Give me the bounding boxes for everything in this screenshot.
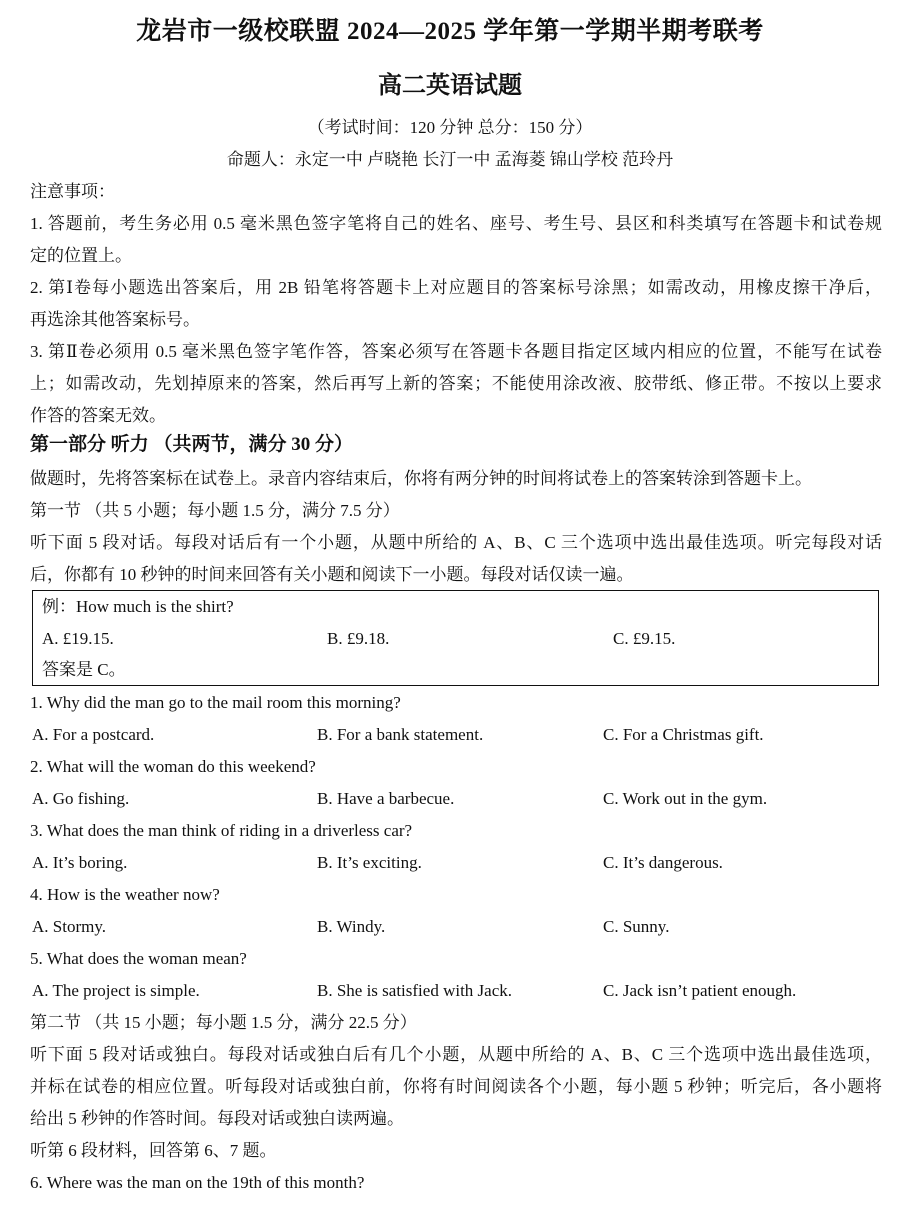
question-2-option-b: B. Have a barbecue. <box>317 789 455 808</box>
part1-heading: 第一部分 听力 （共两节，满分 30 分） <box>30 434 354 455</box>
question-3: 3. What does the man think of riding in a driverless car? <box>30 821 413 840</box>
exam-time-info: （考试时间：120 分钟 总分：150 分） <box>307 118 593 137</box>
section2-instruction-line-3: 给出 5 秒钟的作答时间。每段对话或独白读两遍。 <box>30 1109 404 1128</box>
note-3-line-2: 上；如需改动，先划掉原来的答案，然后再写上新的答案；不能使用涂改液、胶带纸、修正带。不按以上要求 <box>30 374 882 393</box>
note-2-line-1: 2. 第Ⅰ卷每小题选出答案后，用 2B 铅笔将答题卡上对应题目的答案标号涂黑；如需改动，用橡皮擦干净后， <box>30 278 882 297</box>
notes-heading: 注意事项： <box>30 182 115 201</box>
question-2: 2. What will the woman do this weekend? <box>30 757 316 776</box>
section2-instruction-line-2: 并标在试卷的相应位置。听每段对话或独白前，你将有时间阅读各个小题，每小题 5 秒钟；听完后，各小题将 <box>30 1077 882 1096</box>
question-4-option-c: C. Sunny. <box>603 917 670 936</box>
section1-instruction-line-2: 后，你都有 10 秒钟的时间来回答有关小题和阅读下一小题。每段对话仅读一遍。 <box>30 565 634 584</box>
question-5-option-a: A. The project is simple. <box>32 981 200 1000</box>
exam-authors: 命题人：永定一中 卢晓艳 长汀一中 孟海菱 锦山学校 范玲丹 <box>226 150 674 169</box>
note-3-line-3: 作答的答案无效。 <box>30 406 166 425</box>
question-1-option-c: C. For a Christmas gift. <box>603 725 764 744</box>
note-2-line-2: 再选涂其他答案标号。 <box>30 310 200 329</box>
section2-instruction-line-1: 听下面 5 段对话或独白。每段对话或独白后有几个小题，从题中所给的 A、B、C 三个选项中选出最佳选项， <box>30 1045 882 1064</box>
example-option-a: A. £19.15. <box>42 629 114 648</box>
question-3-option-c: C. It’s dangerous. <box>603 853 723 872</box>
question-1: 1. Why did the man go to the mail room this morning? <box>30 693 401 712</box>
question-5-option-c: C. Jack isn’t patient enough. <box>603 981 797 1000</box>
question-6: 6. Where was the man on the 19th of this month? <box>30 1173 365 1192</box>
question-4: 4. How is the weather now? <box>30 885 220 904</box>
note-3-line-1: 3. 第Ⅱ卷必须用 0.5 毫米黑色签字笔作答，答案必须写在答题卡各题目指定区域内相应的位置，不能写在试卷 <box>30 342 882 361</box>
part1-intro: 做题时，先将答案标在试卷上。录音内容结束后，你将有两分钟的时间将试卷上的答案转涂到答题卡上。 <box>30 469 812 488</box>
example-option-b: B. £9.18. <box>327 629 390 648</box>
example-box <box>32 590 879 686</box>
question-4-option-a: A. Stormy. <box>32 917 106 936</box>
exam-title: 龙岩市一级校联盟 2024—2025 学年第一学期半期考联考 <box>136 18 764 45</box>
exam-subtitle: 高二英语试题 <box>378 73 522 99</box>
note-1-line-1: 1. 答题前，考生务必用 0.5 毫米黑色签字笔将自己的姓名、座号、考生号、县区和科类填写在答题卡和试卷规 <box>30 214 882 233</box>
question-5: 5. What does the woman mean? <box>30 949 247 968</box>
example-answer: 答案是 C。 <box>42 660 126 679</box>
question-4-option-b: B. Windy. <box>317 917 386 936</box>
note-1-line-2: 定的位置上。 <box>30 246 132 265</box>
material-6-heading: 听第 6 段材料，回答第 6、7 题。 <box>30 1141 277 1160</box>
section2-heading: 第二节 （共 15 小题；每小题 1.5 分，满分 22.5 分） <box>30 1013 417 1032</box>
question-2-option-c: C. Work out in the gym. <box>603 789 768 808</box>
section1-heading: 第一节 （共 5 小题；每小题 1.5 分，满分 7.5 分） <box>30 501 400 520</box>
question-3-option-a: A. It’s boring. <box>32 853 128 872</box>
question-5-option-b: B. She is satisfied with Jack. <box>317 981 513 1000</box>
question-1-option-a: A. For a postcard. <box>32 725 155 744</box>
example-question: 例：How much is the shirt? <box>42 597 234 616</box>
question-3-option-b: B. It’s exciting. <box>317 853 422 872</box>
question-2-option-a: A. Go fishing. <box>32 789 130 808</box>
section1-instruction-line-1: 听下面 5 段对话。每段对话后有一个小题，从题中所给的 A、B、C 三个选项中选出最佳选项。听完每段对话 <box>30 533 882 552</box>
example-option-c: C. £9.15. <box>613 629 676 648</box>
question-1-option-b: B. For a bank statement. <box>317 725 484 744</box>
